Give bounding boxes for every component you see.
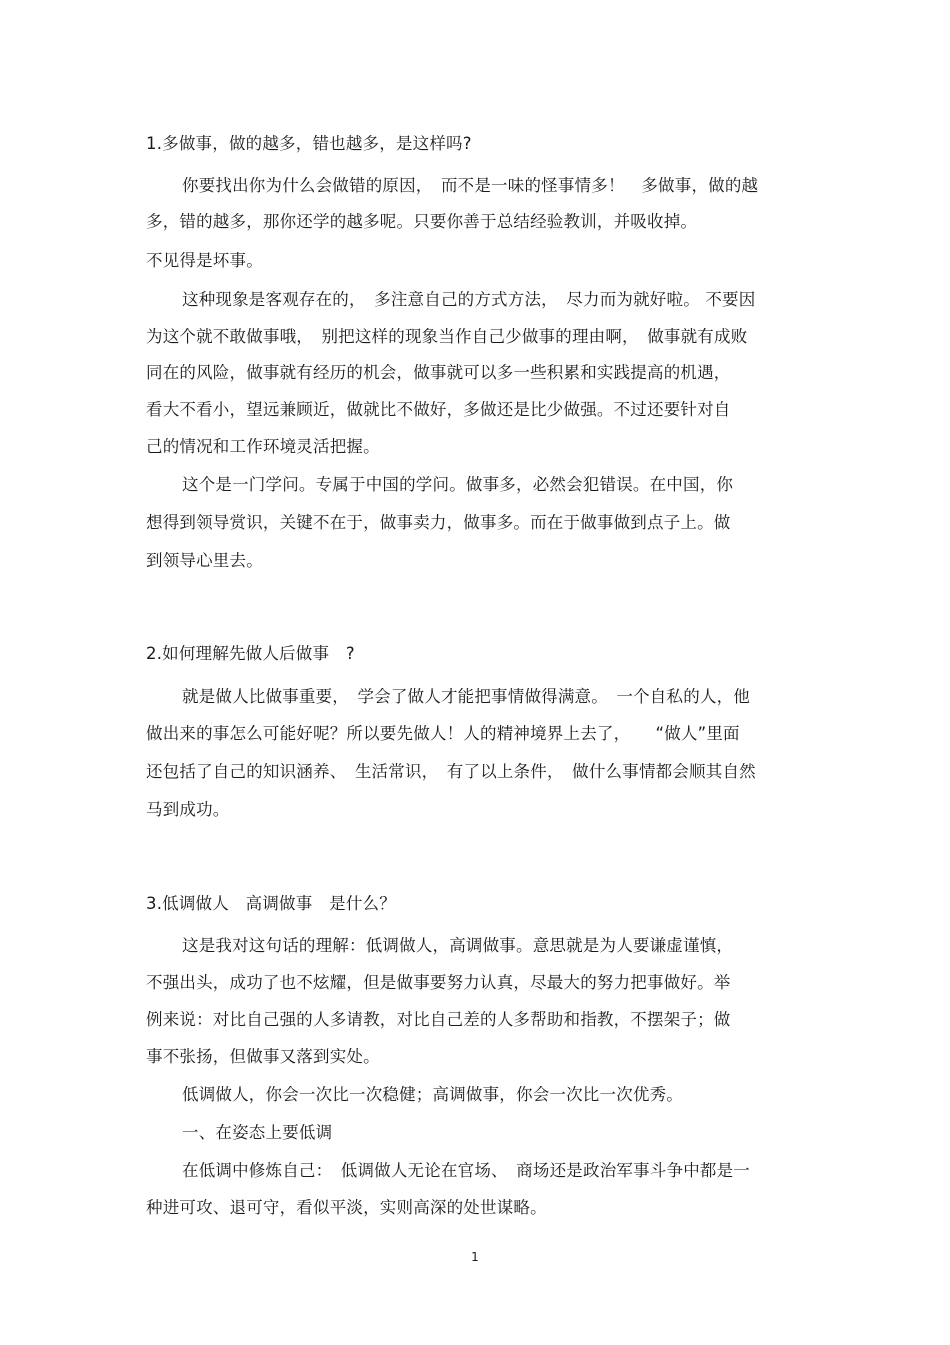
section-3-p4-line-2: 种进可攻、退可守，看似平淡，实则高深的处世谋略。 [146, 1198, 547, 1217]
section-1-p3-line-3: 到领导心里去。 [146, 551, 263, 570]
page-number: 1 [471, 1250, 479, 1264]
section-2-p1-line-4: 马到成功。 [146, 800, 230, 819]
section-2-p1-line-2: 做出来的事怎么可能好呢？所以要先做人！人的精神境界上去了， “做人”里面 [146, 724, 740, 743]
section-2-heading: 2.如何理解先做人后做事 ? [146, 644, 355, 663]
section-2-p1-line-1: 就是做人比做事重要， 学会了做人才能把事情做得满意。 一个自私的人，他 [182, 687, 750, 706]
section-1-p2-line-2: 为这个就不敢做事哦， 别把这样的现象当作自己少做事的理由啊， 做事就有成败 [146, 327, 748, 346]
section-3-p2: 低调做人，你会一次比一次稳健；高调做事，你会一次比一次优秀。 [182, 1085, 683, 1104]
section-3-p1-line-2: 不强出头，成功了也不炫耀，但是做事要努力认真，尽最大的努力把事做好。举 [146, 973, 731, 992]
section-1-p2-line-5: 己的情况和工作环境灵活把握。 [146, 437, 380, 456]
section-1-heading: 1.多做事，做的越多，错也越多，是这样吗? [146, 134, 472, 153]
section-3-p3: 一、在姿态上要低调 [182, 1123, 333, 1142]
section-1-p2-line-4: 看大不看小，望远兼顾近，做就比不做好，多做还是比少做强。不过还要针对自 [146, 400, 731, 419]
section-3-p4-line-1: 在低调中修炼自己： 低调做人无论在官场、 商场还是政治军事斗争中都是一 [182, 1161, 750, 1180]
section-1-p1-line-1: 你要找出你为什么会做错的原因， 而不是一味的怪事情多！ 多做事，做的越 [182, 176, 759, 195]
section-1-p1-line-2: 多，错的越多，那你还学的越多呢。只要你善于总结经验教训，并吸收掉。 [146, 212, 698, 231]
section-3-p1-line-4: 事不张扬，但做事又落到实处。 [146, 1047, 380, 1066]
section-1-p3-line-1: 这个是一门学问。专属于中国的学问。做事多，必然会犯错误。在中国，你 [182, 475, 734, 494]
section-1-p2-line-3: 同在的风险，做事就有经历的机会，做事就可以多一些积累和实践提高的机遇， [146, 363, 731, 382]
section-1-p1-line-3: 不见得是坏事。 [146, 251, 263, 270]
section-1-p3-line-2: 想得到领导赏识，关键不在于，做事卖力，做事多。而在于做事做到点子上。做 [146, 513, 731, 532]
section-2-p1-line-3: 还包括了自己的知识涵养、 生活常识， 有了以上条件， 做什么事情都会顺其自然 [146, 762, 756, 781]
section-1-p2-line-1: 这种现象是客观存在的， 多注意自己的方式方法， 尽力而为就好啦。 不要因 [182, 290, 756, 309]
section-3-p1-line-1: 这是我对这句话的理解：低调做人，高调做事。意思就是为人要谦虚谨慎， [182, 936, 734, 955]
section-3-p1-line-3: 例来说：对比自己强的人多请教，对比自己差的人多帮助和指教，不摆架子；做 [146, 1010, 731, 1029]
section-3-heading: 3.低调做人 高调做事 是什么？ [146, 894, 396, 913]
